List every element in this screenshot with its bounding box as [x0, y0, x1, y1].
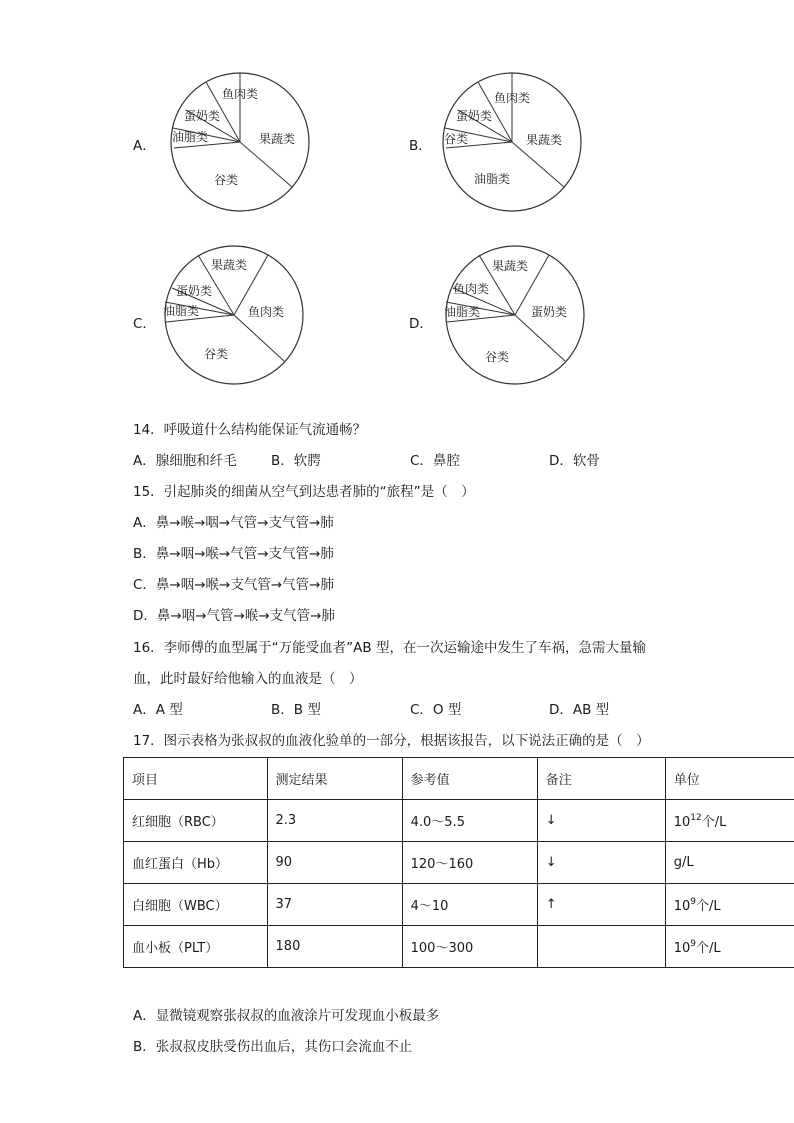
q14-option-b[interactable]: B．软腭 [271, 453, 321, 469]
q17-option-a[interactable]: A．显微镜观察张叔叔的血液涂片可发现血小板最多 [133, 1008, 440, 1024]
option-c-label: C． [133, 316, 156, 332]
cell-unit: $10^9$个/L [665, 926, 794, 968]
option-a-label: A． [133, 138, 156, 154]
cell-unit: g/L [665, 842, 794, 884]
table-header-row [124, 758, 794, 800]
pie-a-slice-label: 油脂类 [172, 130, 209, 144]
pie-chart-d [439, 244, 587, 392]
pie-b-slice-label: 鱼肉类 [494, 91, 531, 105]
header-result: 测定结果 [267, 758, 402, 800]
q14-option-d[interactable]: D．软骨 [549, 453, 600, 469]
header-reference: 参考值 [402, 758, 537, 800]
pie-d-slice-label: 鱼肉类 [453, 282, 490, 296]
q16-option-c[interactable]: C．O 型 [410, 702, 462, 718]
pie-b-slice-label: 果蔬类 [526, 133, 563, 147]
pie-chart-b [438, 70, 586, 216]
q14-option-c[interactable]: C．鼻腔 [410, 453, 460, 469]
header-item: 项目 [124, 758, 268, 800]
pie-b-slice-label: 油脂类 [474, 172, 511, 186]
cell-unit: $10^9$个/L [665, 884, 794, 926]
q16-option-a[interactable]: A．A 型 [133, 702, 183, 718]
question-14: 14．呼吸道什么结构能保证气流通畅？ [133, 422, 367, 438]
question-17: 17．图示表格为张叔叔的血液化验单的一部分，根据该报告，以下说法正确的是（ ） [133, 733, 650, 749]
cell-reference: 4～10 [402, 884, 537, 926]
cell-result: 90 [267, 842, 402, 884]
pie-d-slice-label: 果蔬类 [492, 259, 529, 273]
header-note: 备注 [537, 758, 665, 800]
question-16-line1: 16．李师傅的血型属于“万能受血者”AB 型，在一次运输途中发生了车祸，急需大量输 [133, 640, 646, 656]
q16-option-b[interactable]: B．B 型 [271, 702, 321, 718]
pie-chart-a [166, 70, 316, 216]
pie-c-slice-label: 谷类 [204, 347, 229, 361]
pie-a-slice-label: 果蔬类 [259, 132, 296, 146]
cell-reference: 4.0～5.5 [402, 800, 537, 842]
header-unit: 单位 [665, 758, 794, 800]
cell-item: 血小板（PLT） [124, 926, 268, 968]
cell-item: 白细胞（WBC） [124, 884, 268, 926]
pie-b-slice-label: 蛋奶类 [456, 109, 493, 123]
pie-d-slice-label: 油脂类 [444, 305, 481, 319]
cell-note: ↓ [537, 800, 665, 842]
option-d-label: D． [409, 316, 433, 332]
cell-note [537, 926, 665, 968]
cell-item: 红细胞（RBC） [124, 800, 268, 842]
table-row [124, 800, 794, 842]
q14-option-a[interactable]: A．腺细胞和纤毛 [133, 453, 237, 469]
q15-option-a[interactable]: A．鼻→喉→咽→气管→支气管→肺 [133, 515, 334, 531]
cell-item: 血红蛋白（Hb） [124, 842, 268, 884]
pie-d-slice-label: 蛋奶类 [531, 305, 568, 319]
table-row [124, 884, 794, 926]
q15-option-b[interactable]: B．鼻→咽→喉→气管→支气管→肺 [133, 546, 334, 562]
cell-unit: $10^{12}$个/L [665, 800, 794, 842]
pie-a-slice-label: 鱼肉类 [222, 87, 259, 101]
pie-c-slice-label: 鱼肉类 [248, 305, 285, 319]
table-row [124, 926, 794, 968]
question-15: 15．引起肺炎的细菌从空气到达患者肺的“旅程”是（ ） [133, 484, 475, 500]
blood-test-table [123, 757, 794, 968]
pie-d-slice-label: 谷类 [485, 350, 510, 364]
cell-note: ↑ [537, 884, 665, 926]
pie-c-slice-label: 油脂类 [163, 304, 200, 318]
pie-c-slice-label: 果蔬类 [211, 258, 248, 272]
pie-chart-c [158, 244, 306, 392]
cell-result: 180 [267, 926, 402, 968]
table-row [124, 842, 794, 884]
q16-option-d[interactable]: D．AB 型 [549, 702, 610, 718]
cell-result: 2.3 [267, 800, 402, 842]
cell-note: ↓ [537, 842, 665, 884]
pie-b-slice-label: 谷类 [444, 132, 469, 146]
pie-a-slice-label: 谷类 [214, 173, 239, 187]
q15-option-c[interactable]: C．鼻→咽→喉→支气管→气管→肺 [133, 577, 334, 593]
question-16-line2: 血，此时最好给他输入的血液是（ ） [133, 671, 363, 687]
q17-option-b[interactable]: B．张叔叔皮肤受伤出血后，其伤口会流血不止 [133, 1039, 413, 1055]
pie-a-slice-label: 蛋奶类 [184, 109, 221, 123]
option-b-label: B． [409, 138, 432, 154]
q15-option-d[interactable]: D．鼻→咽→气管→喉→支气管→肺 [133, 608, 335, 624]
cell-reference: 120～160 [402, 842, 537, 884]
cell-reference: 100～300 [402, 926, 537, 968]
cell-result: 37 [267, 884, 402, 926]
pie-c-slice-label: 蛋奶类 [176, 284, 213, 298]
